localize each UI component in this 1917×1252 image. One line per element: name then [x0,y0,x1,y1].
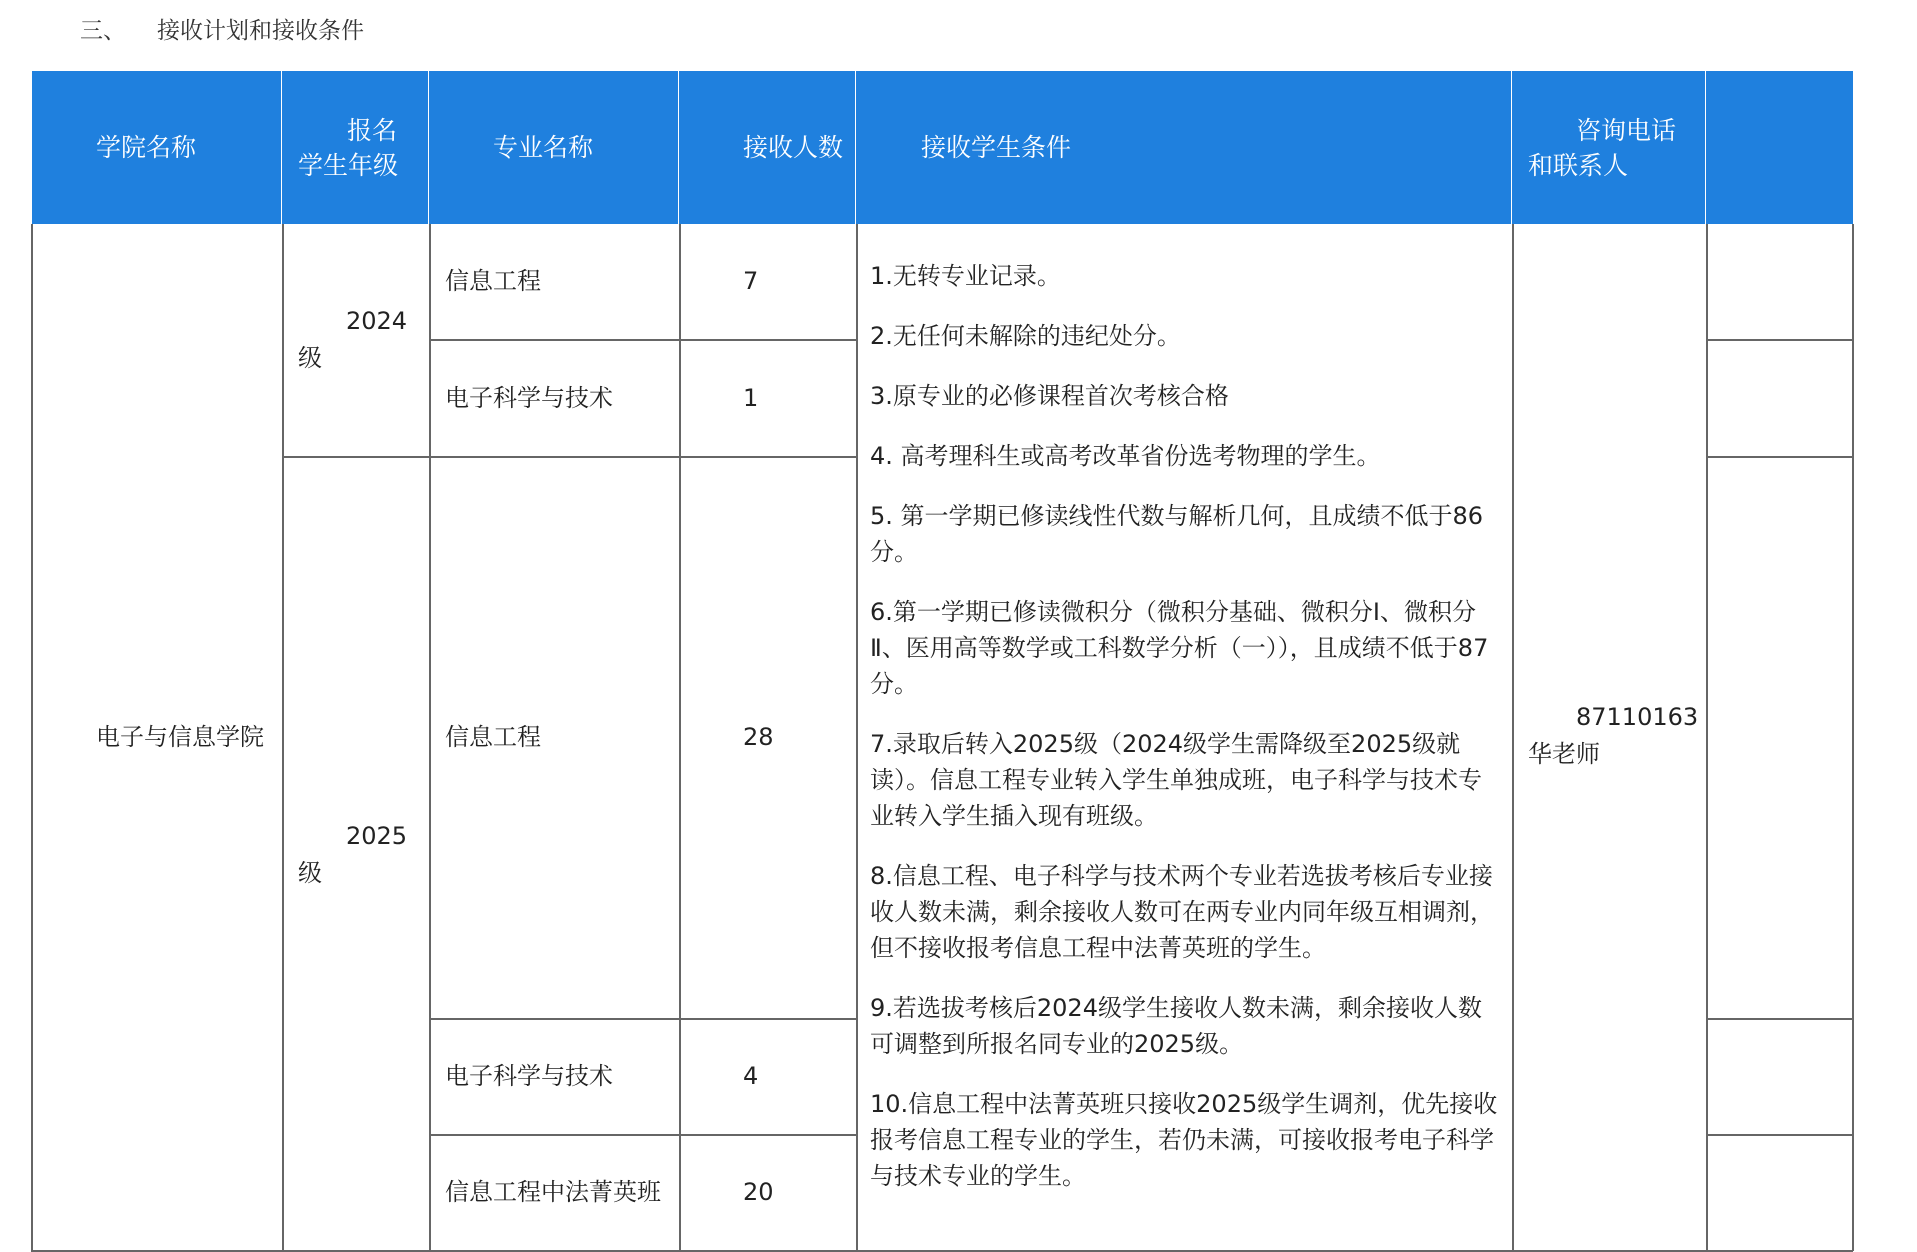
col-divider [856,224,858,1251]
row-divider [429,1018,856,1020]
conditions-list [870,258,1498,1218]
condition-item: 1.无转专业记录。 [870,262,1061,290]
header-extra [1706,71,1853,224]
major-name: 信息工程 [445,267,541,295]
college-name: 电子与信息学院 [96,723,264,751]
header-contact: 咨询电话 和联系人 [1512,71,1706,224]
section-number: 三、 [80,18,126,44]
quota-value: 20 [743,1178,774,1206]
row-divider [1706,1134,1853,1136]
row-divider [1706,456,1853,458]
row-divider [429,1134,856,1136]
contact-person: 华老师 [1528,740,1600,768]
row-divider [1706,339,1853,341]
col-divider [1706,224,1708,1251]
condition-item: 6.第一学期已修读微积分（微积分基础、微积分Ⅰ、微积分Ⅱ、医用高等数学或工科数学分析（一）），且成绩不低于87分。 [870,598,1489,698]
table-border-left [31,224,33,1251]
col-divider [679,224,681,1251]
col-divider [1512,224,1514,1251]
col-divider [429,224,431,1251]
major-name: 信息工程中法菁英班 [445,1178,661,1206]
condition-item: 4. 高考理科生或高考改革省份选考物理的学生。 [870,442,1381,470]
section-title [80,12,364,45]
major-name: 电子科学与技术 [445,1062,613,1090]
row-divider [282,456,856,458]
header-college: 学院名称 [32,71,282,224]
quota-value: 7 [743,267,759,295]
major-name: 电子科学与技术 [445,384,613,412]
section-title-text: 接收计划和接收条件 [157,18,364,44]
row-divider [429,339,856,341]
condition-item: 7.录取后转入2025级（2024级学生需降级至2025级就读）。信息工程专业转入学生单独成班，电子科学与技术专业转入学生插入现有班级。 [870,730,1482,830]
condition-item: 3.原专业的必修课程首次考核合格 [870,382,1229,410]
quota-value: 28 [743,723,774,751]
condition-item: 10.信息工程中法菁英班只接收2025级学生调剂，优先接收报考信息工程专业的学生，若仍未满，可接收报考电子科学与技术专业的学生。 [870,1090,1498,1190]
condition-item: 8.信息工程、电子科学与技术两个专业若选拔考核后专业接收人数未满，剩余接收人数可在两专业内同年级互相调剂，但不接收报考信息工程中法菁英班的学生。 [870,862,1494,962]
header-grade: 报名 学生年级 [282,71,429,224]
col-divider [282,224,284,1251]
grade-year: 2024 [346,307,408,335]
condition-item: 9.若选拔考核后2024级学生接收人数未满，剩余接收人数可调整到所报名同专业的2025级。 [870,994,1482,1058]
header-quota: 接收人数 [679,71,856,224]
contact-phone: 87110163 [1576,703,1699,731]
condition-item: 5. 第一学期已修读线性代数与解析几何，且成绩不低于86分。 [870,502,1484,566]
grade-suffix: 级 [298,344,322,372]
grade-suffix: 级 [298,859,322,887]
row-divider [1706,1018,1853,1020]
condition-item: 2.无任何未解除的违纪处分。 [870,322,1181,350]
table-border-bottom [31,1250,1853,1252]
header-conditions: 接收学生条件 [856,71,1512,224]
quota-value: 4 [743,1062,759,1090]
grade-year: 2025 [346,822,408,850]
major-name: 信息工程 [445,723,541,751]
quota-value: 1 [743,384,759,412]
table-border-right [1852,224,1854,1251]
header-major: 专业名称 [429,71,679,224]
